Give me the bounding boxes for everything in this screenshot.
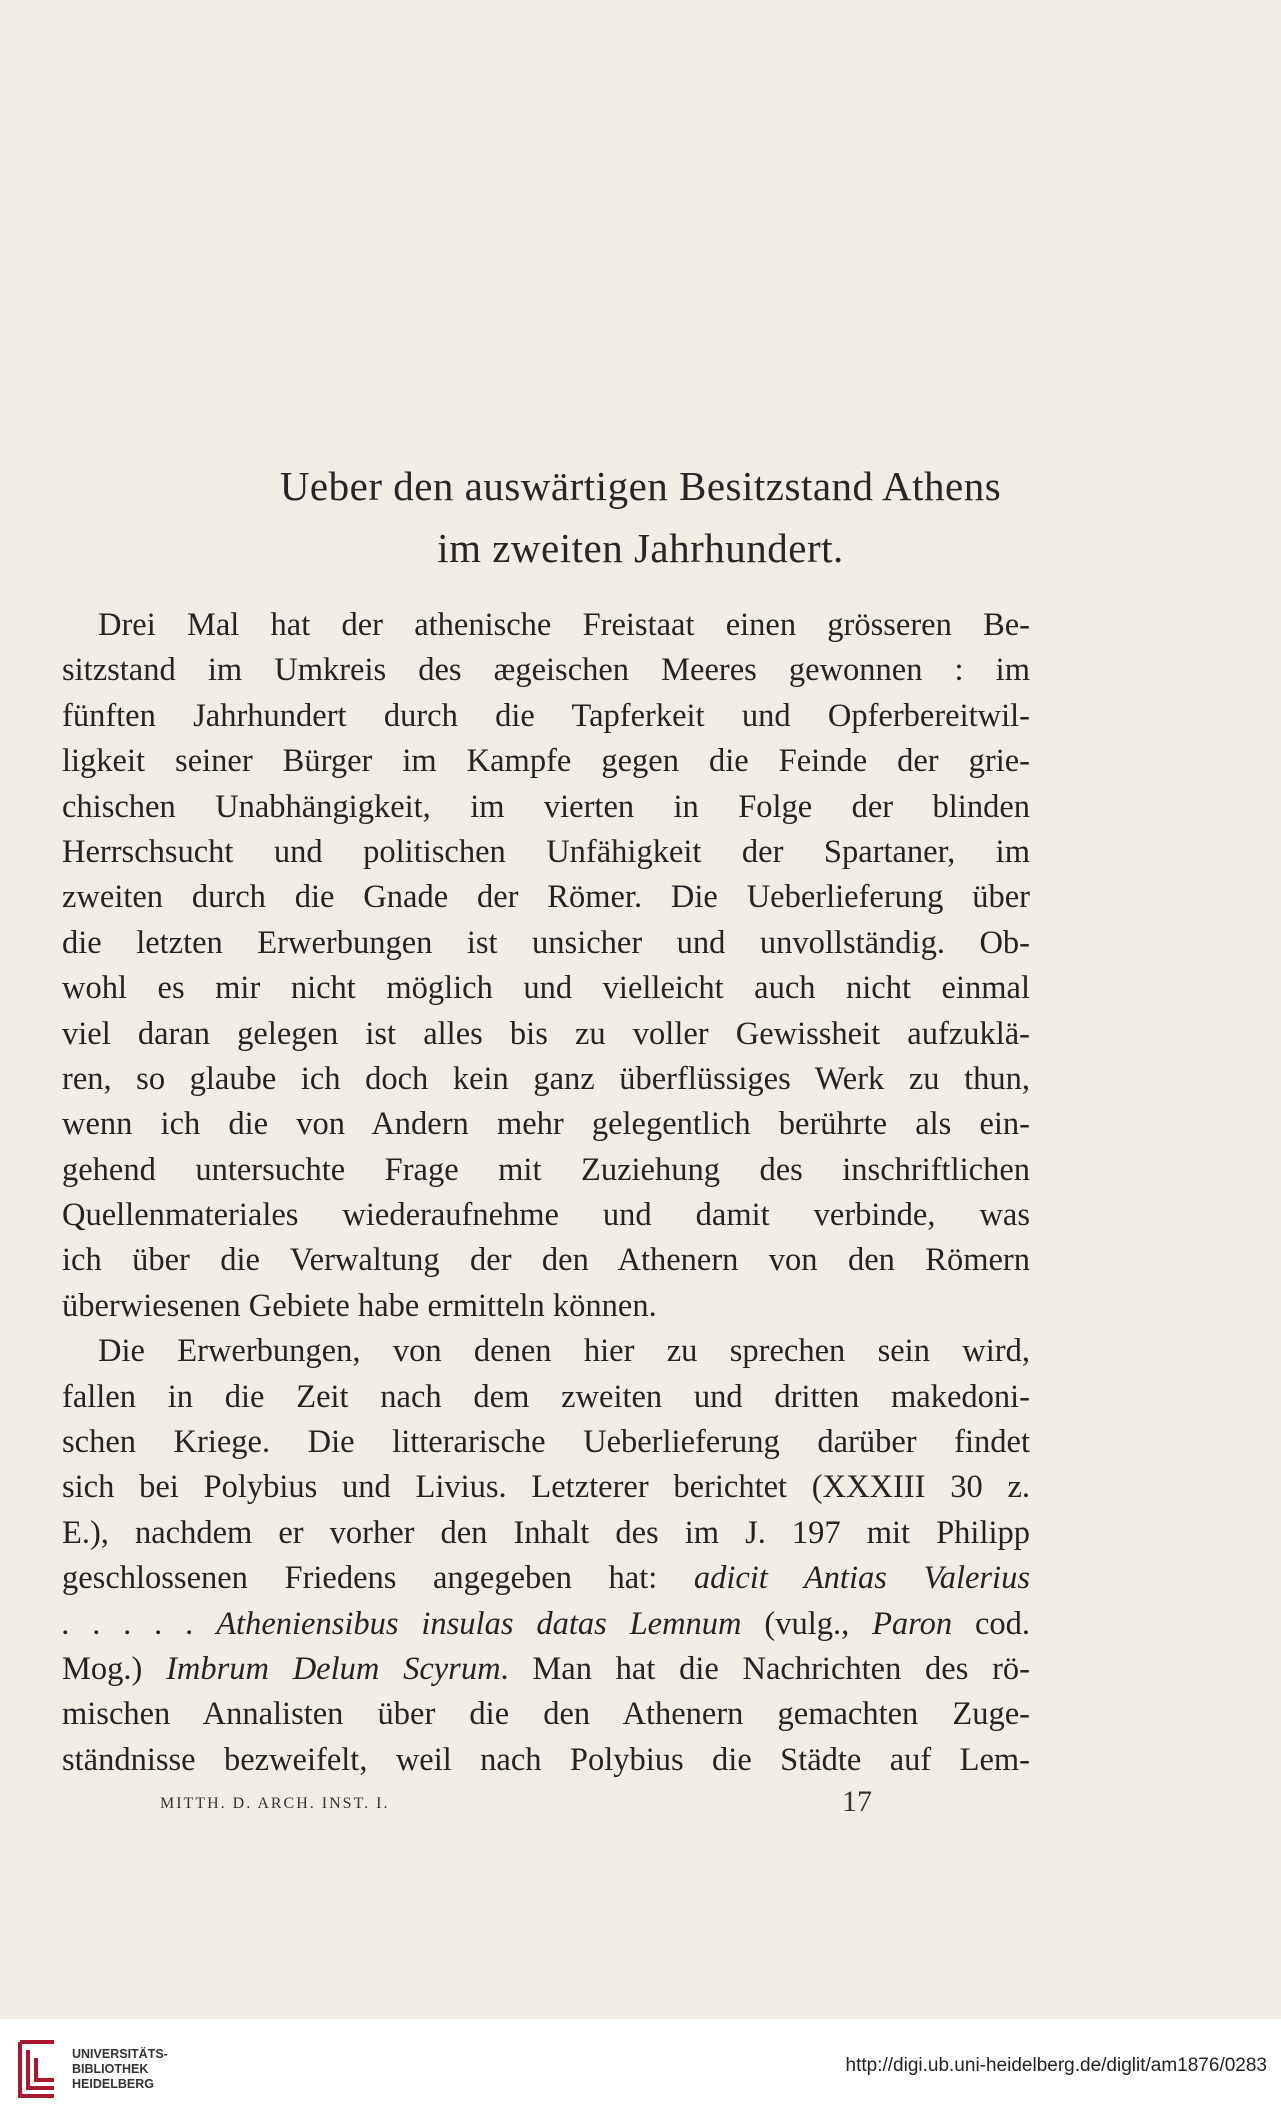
text-line: die letzten Erwerbungen ist unsicher und unvollständig. Ob- <box>62 924 1030 961</box>
title-line-1: Ueber den auswärtigen Besitzstand Athens <box>279 463 1002 509</box>
text-line: fallen in die Zeit nach dem zweiten und dritten makedoni- <box>62 1378 1030 1415</box>
text-line: E.), nachdem er vorher den Inhalt des im J. 197 mit Philipp <box>62 1514 1030 1551</box>
text-line <box>62 1647 1030 1692</box>
text-line: Herrschsucht und politischen Unfähigkeit der Spartaner, im <box>62 833 1030 870</box>
italic-citation: Imbrum Delum Scyrum <box>166 1650 501 1687</box>
library-logo-text <box>72 2047 168 2092</box>
text-line: Quellenmateriales wiederaufnehme und damit verbinde, was <box>62 1197 1030 1234</box>
text-line: Die Erwerbungen, von denen hier zu sprechen sein wird, <box>98 1333 1030 1370</box>
text-run: (vulg., <box>741 1605 873 1642</box>
text-run: cod. <box>952 1605 1030 1642</box>
text-line: ligkeit seiner Bürger im Kampfe gegen die Feinde der grie- <box>62 743 1030 780</box>
text-line: wenn ich die von Andern mehr gelegentlich berührte als ein- <box>62 1106 1030 1143</box>
text-line: schen Kriege. Die litterarische Ueberlieferung darüber findet <box>62 1424 1030 1461</box>
italic-citation: Paron <box>872 1605 953 1642</box>
text-line: Drei Mal hat der athenische Freistaat einen grösseren Be- <box>98 607 1030 643</box>
article-title <box>60 455 1221 579</box>
text-line: gehend untersuchte Frage mit Zuziehung des inschriftlichen <box>62 1151 1030 1188</box>
permalink-url[interactable]: http://digi.ub.uni-heidelberg.de/diglit/am1876/0283 <box>845 2055 1267 2076</box>
text-line: fünften Jahrhundert durch die Tapferkeit und Opferbereitwil- <box>62 697 1030 734</box>
logo-line-2: BIBLIOTHEK <box>72 2062 149 2076</box>
text-line: wohl es mir nicht möglich und vielleicht auch nicht einmal <box>62 970 1030 1007</box>
paragraph-2 <box>62 1329 1030 1783</box>
text-line: mischen Annalisten über die den Athenern gemachten Zuge- <box>62 1696 1030 1733</box>
text-line <box>62 1602 1030 1647</box>
text-run: Mog.) <box>62 1650 167 1687</box>
article-body <box>62 603 1030 1783</box>
text-line: überwiesenen Gebiete habe ermitteln können. <box>62 1287 657 1324</box>
logo-line-1: UNIVERSITÄTS- <box>72 2047 168 2061</box>
italic-citation: adicit Antias Valerius <box>693 1560 1030 1597</box>
paragraph-1 <box>62 603 1030 1329</box>
journal-signature: MITTH. D. ARCH. INST. I. <box>160 1795 390 1812</box>
text-run: geschlossenen Friedens angegeben hat: <box>62 1560 694 1597</box>
text-line: zweiten durch die Gnade der Römer. Die Ueberlieferung über <box>62 879 1030 916</box>
text-line: ich über die Verwaltung der den Athenern von den Römern <box>62 1242 1030 1279</box>
italic-citation: . . . . . Atheniensibus insulas datas Lemnum <box>62 1605 742 1642</box>
text-line: chischen Unabhängigkeit, im vierten in Folge der blinden <box>62 788 1030 825</box>
text-run: . Man hat die Nachrichten des rö- <box>500 1650 1030 1687</box>
text-line <box>62 1556 1030 1601</box>
title-line-2: im zweiten Jahrhundert. <box>437 525 844 571</box>
text-line: sich bei Polybius und Livius. Letzterer berichtet (XXXIII 30 z. <box>62 1469 1030 1506</box>
text-line: ren, so glaube ich doch kein ganz überflüssiges Werk zu thun, <box>62 1060 1030 1097</box>
text-line: ständnisse bezweifelt, weil nach Polybius die Städte auf Lem- <box>62 1741 1030 1778</box>
logo-line-3: HEIDELBERG <box>72 2077 154 2091</box>
library-logo-icon <box>14 2038 60 2100</box>
text-line: sitzstand im Umkreis des ægeischen Meeres gewonnen : im <box>62 652 1030 689</box>
text-line: viel daran gelegen ist alles bis zu voller Gewissheit aufzuklä- <box>62 1015 1030 1052</box>
page-number: 17 <box>842 1785 872 1818</box>
